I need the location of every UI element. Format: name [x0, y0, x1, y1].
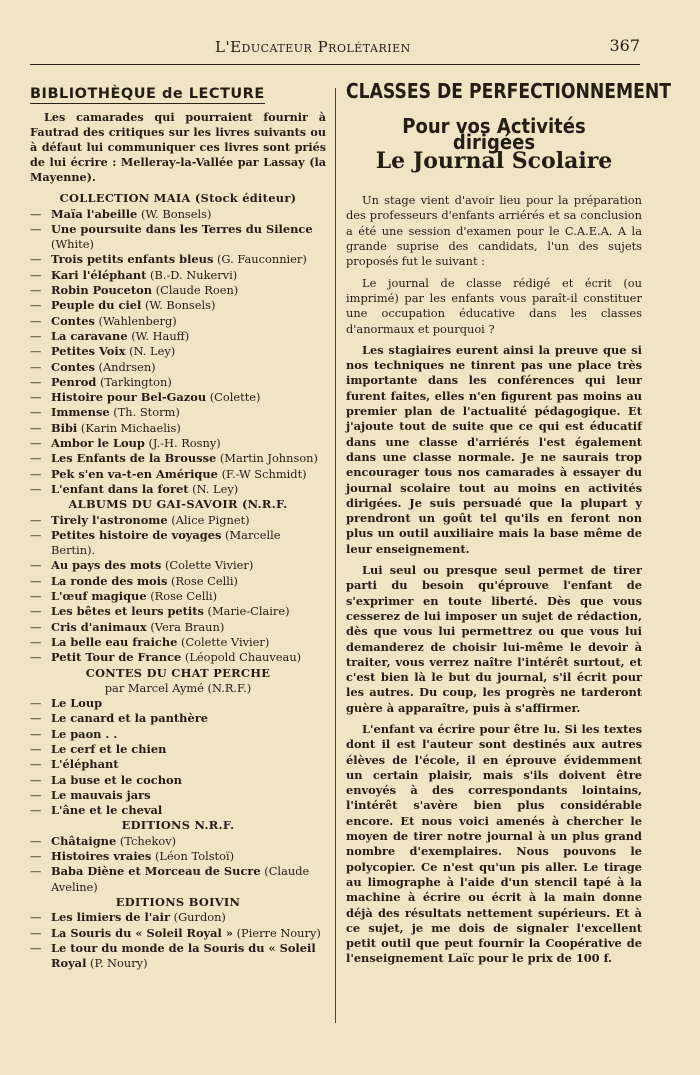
- book-title: Petit Tour de France: [51, 650, 182, 665]
- book-title: Le paon . .: [51, 726, 118, 741]
- book-item: [30, 926, 326, 941]
- book-list: [30, 834, 326, 895]
- book-item: [30, 268, 326, 283]
- book-item: [30, 375, 326, 390]
- book-title: L'âne et le cheval: [51, 803, 163, 818]
- book-item: [30, 742, 326, 757]
- book-item: [30, 467, 326, 482]
- book-author: (Marcelle Bertin).: [51, 527, 281, 558]
- book-title: Peuple du ciel: [51, 298, 142, 313]
- book-item: [30, 513, 326, 528]
- book-author: (Léopold Chauveau): [184, 650, 302, 665]
- book-item: [30, 298, 326, 313]
- book-title: Châtaigne: [51, 833, 117, 848]
- book-item: [30, 436, 326, 451]
- article-paragraph: L'enfant va écrire pour être lu. Si les textes dont il est l'auteur sont destinés aux autres élèves de l'école, il en éprouve évidemment un certain plaisir, mais s'ils doivent être envoyés à des correspondants lointains, l'intérêt s'avère bien plus considérable encore. Et nous voici amenés à chercher le moyen de tirer notre journal à un plus grand nombre d'exemplaires. Nous pouvons le polycopier. Ce n'est qu'un pis aller. Le tirage au limographe à l'aide d'un stencil tapé à la machine à écrire ou écrit à la main donne déjà des résultats nettement supérieurs. Et à ce sujet, je me dois de signaler l'excellent petit outil que peut fournir la Coopérative de l'enseignement Laïc pour le prix de 100 f.: [346, 721, 642, 966]
- book-title: La ronde des mois: [51, 573, 168, 588]
- section-title: CONTES DU CHAT PERCHE: [85, 665, 271, 680]
- book-title: Le tour du monde de la Souris du « Soleil Royal: [51, 940, 316, 971]
- section-subtitle: par Marcel Aymé (N.R.F.): [104, 680, 252, 695]
- book-title: Le canard et la panthère: [51, 711, 208, 726]
- book-title: La caravane: [51, 328, 128, 343]
- book-list: [30, 696, 326, 818]
- book-item: [30, 222, 326, 253]
- page-number: 367: [609, 36, 640, 55]
- book-author: (Andrsen): [98, 359, 156, 374]
- book-author: (Tchekov): [119, 833, 177, 848]
- article-paragraph: Un stage vient d'avoir lieu pour la préparation des professeurs d'enfants arriérés et sa conclusion a été une session d'examen pour le C.A.E.A. A la grande suprise des candidats, l'un des sujets proposés fut le suivant :: [346, 193, 642, 269]
- book-title: Les Enfants de la Brousse: [51, 451, 217, 466]
- article-body: [346, 193, 642, 967]
- book-item: [30, 635, 326, 650]
- book-title: L'enfant dans la foret: [51, 481, 189, 496]
- book-author: (G. Fauconnier): [216, 252, 307, 267]
- page-header: [30, 34, 640, 65]
- book-title: L'œuf magique: [51, 589, 147, 604]
- book-title: Contes: [51, 313, 95, 328]
- book-item: [30, 405, 326, 420]
- book-item: [30, 589, 326, 604]
- book-author: (J.-H. Rosny): [148, 436, 221, 451]
- book-item: [30, 910, 326, 925]
- book-item: [30, 482, 326, 497]
- book-author: (Vera Braun): [150, 619, 225, 634]
- book-author: (Rose Celli): [171, 573, 238, 588]
- book-list: [30, 513, 326, 666]
- book-sections: [30, 191, 326, 971]
- book-author: (Claude Aveline): [51, 864, 310, 894]
- book-item: [30, 528, 326, 559]
- article-heading: Le Journal Scolaire: [375, 147, 613, 174]
- journal-title: L'Educateur Prolétarien: [215, 38, 411, 56]
- bibliotheque-intro: Les camarades qui pourraient fournir à Fautrad des critiques sur les livres suivants ou à défaut lui communiquer ces livres sont priés de lui écrire : Melleray-la-Vallée par Lassay (la Mayenne).: [30, 110, 326, 185]
- book-item: [30, 283, 326, 298]
- book-title: Petites histoire de voyages: [51, 527, 222, 542]
- book-item: [30, 344, 326, 359]
- book-item: [30, 727, 326, 742]
- right-column: [346, 79, 672, 973]
- book-author: (Martin Johnson): [219, 451, 318, 466]
- book-title: Robin Pouceton: [51, 283, 153, 298]
- book-list: [30, 207, 326, 498]
- book-item: [30, 207, 326, 222]
- book-item: [30, 788, 326, 803]
- book-item: [30, 696, 326, 711]
- column-divider: [335, 88, 336, 1023]
- book-item: [30, 773, 326, 788]
- book-item: [30, 314, 326, 329]
- book-title: Immense: [51, 405, 110, 420]
- book-title: La Souris du « Soleil Royal »: [51, 925, 233, 940]
- book-author: (Claude Roen): [155, 283, 239, 298]
- book-item: [30, 558, 326, 573]
- book-author: (Wahlenberg): [98, 313, 177, 328]
- activites-subtitle: Pour vos Activités dirigées: [402, 114, 586, 154]
- book-item: [30, 390, 326, 405]
- book-title: Le cerf et le chien: [51, 741, 167, 756]
- book-item: [30, 849, 326, 864]
- book-item: [30, 252, 326, 267]
- book-item: [30, 604, 326, 619]
- book-author: (B.-D. Nukervi): [150, 267, 238, 282]
- book-title: Histoires vraies: [51, 849, 152, 864]
- book-item: [30, 803, 326, 818]
- book-author: (Pierre Noury): [236, 925, 321, 940]
- bibliotheque-title: BIBLIOTHÈQUE de LECTURE: [30, 87, 265, 104]
- section-title: EDITIONS BOIVIN: [115, 894, 241, 909]
- book-title: Les bêtes et leurs petits: [51, 604, 204, 619]
- book-author: (Colette Vivier): [181, 634, 270, 649]
- book-title: Ambor le Loup: [51, 436, 145, 451]
- book-title: La belle eau fraiche: [51, 634, 178, 649]
- book-title: Contes: [51, 359, 95, 374]
- book-author: (P. Noury): [90, 956, 148, 971]
- book-author: (W. Bonsels): [140, 206, 212, 221]
- book-item: [30, 650, 326, 665]
- book-author: (Karin Michaelis): [80, 420, 181, 435]
- book-author: (W. Hauff): [131, 328, 190, 343]
- book-title: Bibi: [51, 420, 78, 435]
- article-paragraph: Les stagiaires eurent ainsi la preuve que si nos techniques ne tinrent pas une place très importante dans les conférences qui leur furent faites, elles n'en figurent pas moins au premier plan de l'actualité pédagogique. Et j'ajoute tout de suite que ce qui est éducatif dans une classe d'arriérés l'est également dans une classe normale. Je ne saurais trop encourager tous nos camarades à essayer du journal scolaire tout au moins en activités dirigées. Je suis persuadé que la plupart y prendront un goût tel qu'ils en feront non plus un outil auxiliaire mais la base même de leur enseignement.: [346, 342, 642, 556]
- book-item: [30, 711, 326, 726]
- book-title: Les limiers de l'air: [51, 910, 170, 925]
- book-title: Le mauvais jars: [51, 787, 151, 802]
- book-title: Trois petits enfants bleus: [51, 252, 214, 267]
- book-item: [30, 329, 326, 344]
- book-list: [30, 910, 326, 971]
- book-author: (W. Bonsels): [144, 298, 216, 313]
- classes-title: CLASSES DE PERFECTIONNEMENT: [346, 79, 672, 103]
- book-title: Cris d'animaux: [51, 619, 147, 634]
- book-item: [30, 834, 326, 849]
- book-title: Tirely l'astronome: [51, 512, 168, 527]
- book-author: (Gurdon): [173, 910, 226, 925]
- book-title: Pek s'en va-t-en Amérique: [51, 466, 218, 481]
- book-item: [30, 620, 326, 635]
- book-item: [30, 941, 326, 972]
- book-title: La buse et le cochon: [51, 772, 182, 787]
- book-author: (Alice Pignet): [171, 512, 250, 527]
- book-author: (Rose Celli): [150, 589, 218, 604]
- section-title: ALBUMS DU GAI-SAVOIR (N.R.F.: [68, 497, 288, 512]
- book-item: [30, 421, 326, 436]
- book-title: Maïa l'abeille: [51, 206, 138, 221]
- section-title: EDITIONS N.R.F.: [121, 818, 235, 833]
- book-title: Petites Voix: [51, 344, 126, 359]
- book-author: (F.-W Schmidt): [221, 466, 307, 481]
- section-title: COLLECTION MAIA (Stock éditeur): [59, 191, 297, 206]
- book-author: (Marie-Claire): [207, 604, 290, 619]
- book-title: L'éléphant: [51, 757, 119, 772]
- book-title: Penrod: [51, 374, 97, 389]
- book-title: Au pays des mots: [51, 558, 162, 573]
- book-author: (Th. Storm): [113, 405, 180, 420]
- book-title: Histoire pour Bel-Gazou: [51, 390, 207, 405]
- book-author: (Colette): [209, 390, 261, 405]
- book-title: Une poursuite dans les Terres du Silence: [51, 221, 313, 236]
- book-item: [30, 757, 326, 772]
- book-author: (Tarkington): [99, 374, 172, 389]
- book-item: [30, 864, 326, 895]
- book-item: [30, 574, 326, 589]
- article-paragraph: Le journal de classe rédigé et écrit (ou imprimé) par les enfants vous paraît-il constituer une occupation éducative dans les classes d'anormaux et pourquoi ?: [346, 275, 642, 336]
- book-author: (White): [51, 237, 94, 252]
- book-title: Kari l'éléphant: [51, 267, 147, 282]
- book-author: (N. Ley): [192, 481, 239, 496]
- book-author: (Colette Vivier): [164, 558, 254, 573]
- book-item: [30, 360, 326, 375]
- book-title: Baba Diène et Morceau de Sucre: [51, 864, 261, 879]
- book-title: Le Loup: [51, 696, 103, 711]
- book-item: [30, 451, 326, 466]
- left-column: [30, 87, 326, 971]
- book-author: (Léon Tolstoï): [154, 849, 235, 864]
- article-paragraph: Lui seul ou presque seul permet de tirer parti du besoin qu'éprouve l'enfant de s'exprimer en toute liberté. Dès que vous cesserez de lui imposer un sujet de rédaction, dès que vous lui permettrez ou que vous lui demanderez de choisir lui-même le devoir à traiter, vous verrez naître l'intérêt surtout, et c'est bien là le but du journal, s'il écrit pour les autres. Du coup, les progrès ne tarderont guère à apparaître, puis à s'affirmer.: [346, 563, 642, 715]
- book-author: (N. Ley): [129, 344, 176, 359]
